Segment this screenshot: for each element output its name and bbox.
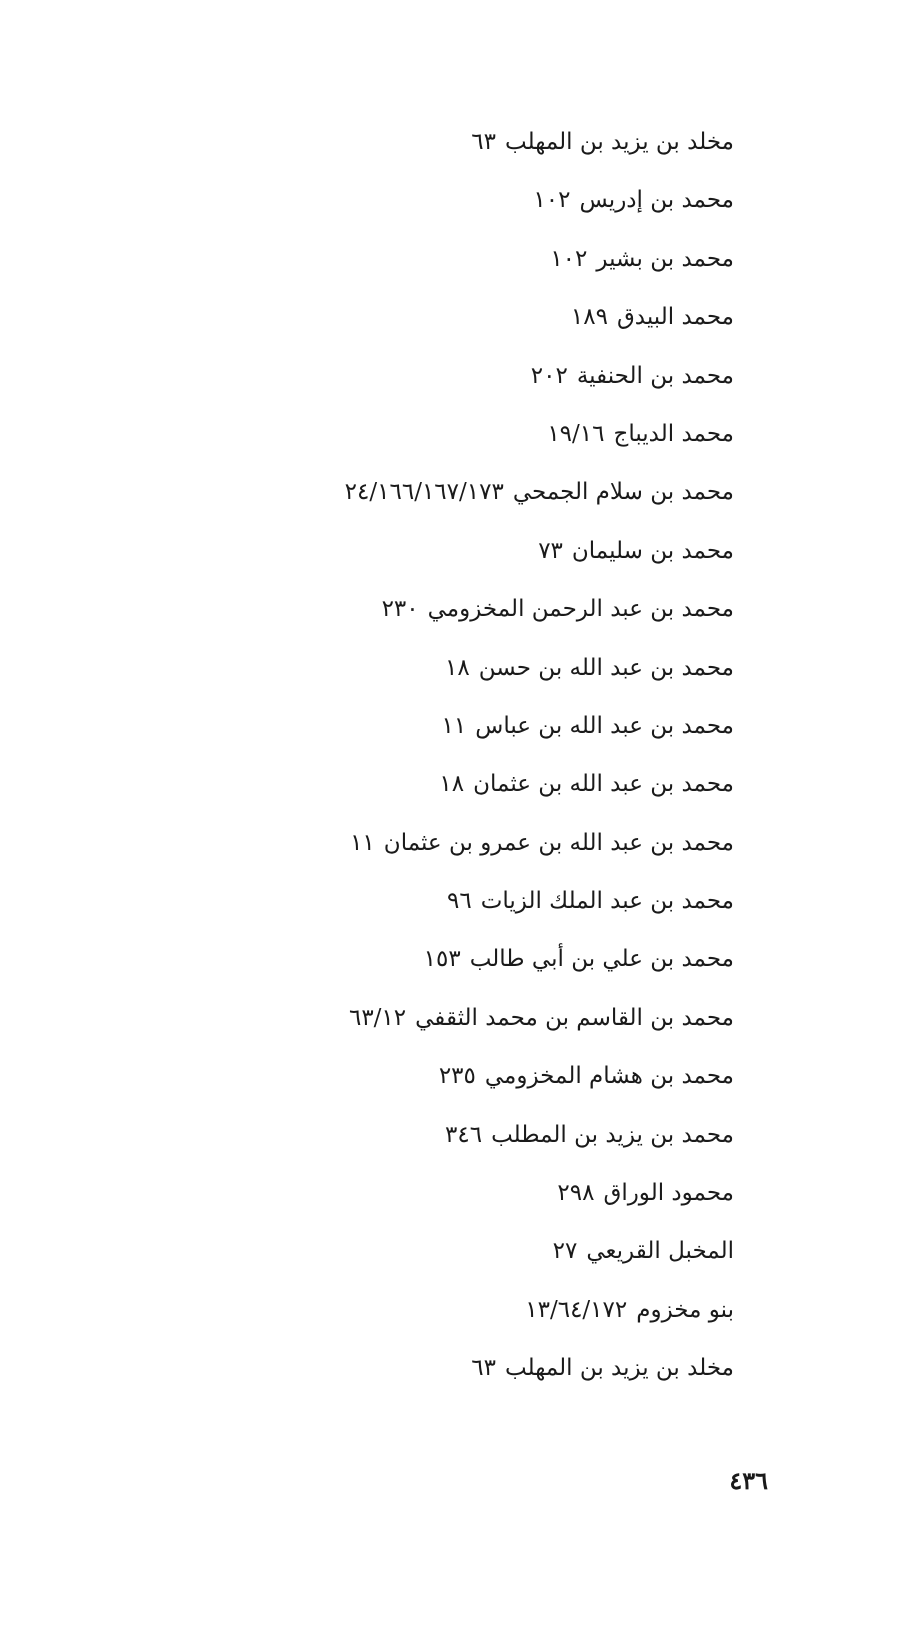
entry-page-refs: ٢٣٠ [381,596,419,623]
entry-name: محمد بن القاسم بن محمد الثقفي [415,1004,734,1031]
entry-page-refs: ١٠٢ [533,187,571,214]
index-entry [174,1290,734,1348]
entry-page-refs: ٢٣٥ [438,1063,476,1090]
index-entry [174,356,734,414]
page-number: ٤٣٦ [729,1466,768,1495]
index-entry [174,531,734,589]
entry-name: محمد بن عبد الله بن عثمان [473,771,734,798]
entry-name: المخبل القريعي [586,1238,734,1265]
entry-name: محمد بن عبد الرحمن المخزومي [427,596,734,623]
entry-page-refs: ١٨ [439,771,465,798]
entry-page-refs: ١٨٩ [570,304,608,331]
entry-name: محمد بن عبد الله بن عباس [475,712,734,739]
entry-page-refs: ١١ [441,712,467,739]
entry-page-refs: ٢٤/١٦٦/١٦٧/١٧٣ [344,479,504,506]
entry-name: محمد بن هشام المخزومي [484,1063,734,1090]
entry-page-refs: ٩٦ [447,888,472,915]
entry-name: محمد بن علي بن أبي طالب [469,946,734,973]
entry-page-refs: ٢٩٨ [557,1180,595,1207]
index-entry [174,764,734,822]
index-entry [174,180,734,238]
entry-name: بنو مخزوم [636,1296,734,1323]
index-entry [174,881,734,939]
entry-page-refs: ٢٧ [552,1238,578,1265]
entry-name: محمد بن سليمان [571,537,734,564]
entry-name: محمد بن الحنفية [576,362,734,389]
entry-name: محمد بن سلام الجمحي [512,479,734,506]
entry-page-refs: ٣٤٦ [445,1121,483,1148]
entry-page-refs: ١٣/٦٤/١٧٢ [525,1296,628,1323]
entry-name: مخلد بن يزيد بن المهلب [505,129,734,155]
index-entry [174,648,734,706]
entry-name: محمد بن عبد الملك الزيات [480,888,734,915]
index-entry [174,1231,734,1289]
index-entry [174,1348,734,1406]
entry-page-refs: ١٨ [445,654,470,681]
name-index-list [174,122,734,1407]
entry-name: محمد بن عبد الله بن عمرو بن عثمان [383,829,734,856]
index-entry [174,297,734,355]
entry-page-refs: ١٩/١٦ [547,420,605,447]
entry-page-refs: ١١ [350,829,375,856]
entry-page-refs: ٢٠٢ [530,362,568,389]
entry-name: محمد بن يزيد بن المطلب [491,1121,734,1148]
index-entry [174,939,734,997]
entry-name: محمود الوراق [603,1180,734,1207]
index-entry [174,1056,734,1114]
entry-page-refs: ١٥٣ [423,946,461,973]
index-entry [174,472,734,530]
entry-name: محمد بن بشير [596,245,734,272]
entry-name: محمد الديباج [613,420,734,447]
index-entry [174,998,734,1056]
entry-page-refs: ٧٣ [538,537,563,564]
index-entry [174,1115,734,1173]
entry-name: محمد البيدق [616,304,734,331]
entry-name: محمد بن إدريس [579,187,734,214]
entry-name: محمد بن عبد الله بن حسن [478,654,734,681]
index-entry [174,414,734,472]
entry-page-refs: ٦٣ [471,1355,497,1382]
entry-name: مخلد بن يزيد بن المهلب [505,1355,734,1382]
index-entry [174,823,734,881]
entry-page-refs: ٦٣ [471,129,497,155]
entry-page-refs: ٦٣/١٢ [348,1004,407,1031]
index-entry [174,706,734,764]
index-entry [174,122,734,180]
index-entry [174,1173,734,1231]
index-entry [174,239,734,297]
index-entry [174,589,734,647]
entry-page-refs: ١٠٢ [550,245,588,272]
